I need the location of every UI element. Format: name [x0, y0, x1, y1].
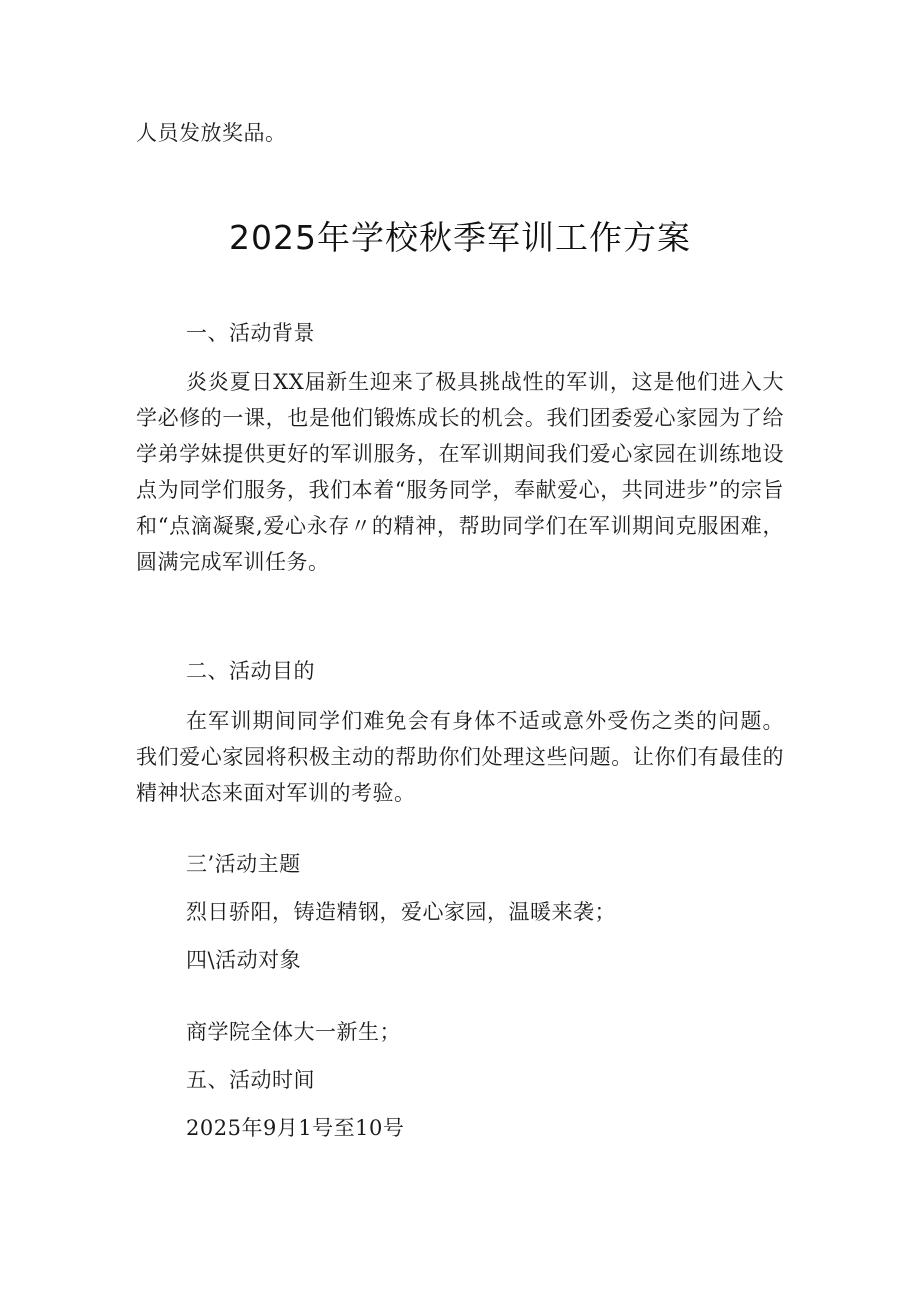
section5-heading: 五、活动时间: [186, 1068, 315, 1092]
section5-paragraph: 2025年9月1号至10号: [186, 1116, 405, 1140]
section4-heading: 四\活动对象: [186, 948, 302, 972]
section1-heading: 一、活动背景: [186, 321, 315, 345]
document-title: 2025年学校秋季军训工作方案: [229, 218, 691, 257]
section2-heading: 二、活动目的: [186, 659, 315, 683]
section2-paragraph: 在军训期间同学们难免会有身体不适或意外受伤之类的问题。我们爱心家园将积极主动的帮助你们处理这些问题。让你们有最佳的精神状态来面对军训的考验。: [136, 709, 784, 805]
section1-paragraph: 炎炎夏日XX届新生迎来了极具挑战性的军训，这是他们进入大学必修的一课，也是他们锻炼成长的机会。我们团委爱心家园为了给学弟学妹提供更好的军训服务，在军训期间我们爱心家园在训练地设点为同学们服务，我们本着“服务同学，奉献爱心，共同进步”的宗旨和“点滴凝聚,爱心永存〃的精神，帮助同学们在军训期间克服困难，圆满完成军训任务。: [136, 370, 784, 574]
section3-paragraph: 烈日骄阳，铸造精钢，爱心家园，温暖来袭；: [186, 900, 616, 924]
carryover-text: 人员发放奖品。: [136, 121, 287, 145]
section4-paragraph: 商学院全体大一新生；: [186, 1020, 401, 1044]
section3-heading: 三’活动主题: [186, 852, 301, 876]
